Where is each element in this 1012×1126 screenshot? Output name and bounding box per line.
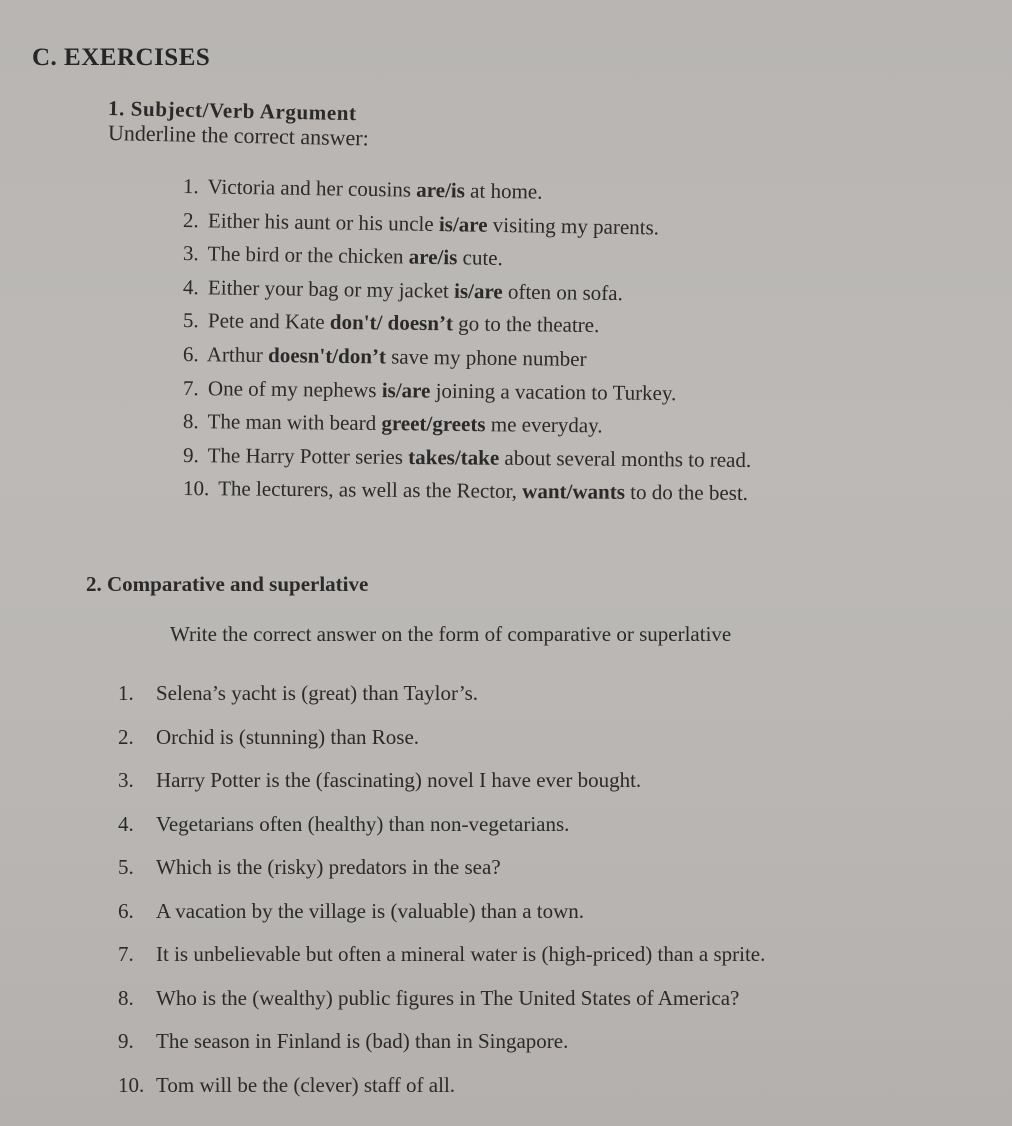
- item-number: 6.: [182, 341, 199, 367]
- item-text: Selena’s yacht is (great) than Taylor’s.: [156, 681, 478, 705]
- item-number: 8.: [182, 409, 199, 434]
- exercise1-list: [183, 170, 751, 506]
- item-number: 4.: [118, 811, 134, 836]
- exercise1-instruction: Underline the correct answer:: [107, 120, 370, 151]
- exercise1-item: [183, 439, 751, 478]
- exercise2-item: [118, 759, 765, 803]
- item-text-after: often on sofa.: [502, 279, 623, 305]
- item-text-before: One of my nephews: [207, 375, 382, 402]
- item-text-after: go to the theatre.: [452, 311, 600, 338]
- item-number: 6.: [118, 898, 134, 923]
- item-text-after: save my phone number: [385, 344, 587, 371]
- exercise2-item: [118, 846, 765, 890]
- item-number: 5.: [182, 308, 199, 333]
- item-text-before: Either his aunt or his uncle: [207, 207, 440, 236]
- item-text-after: joining a vacation to Turkey.: [430, 378, 677, 405]
- item-number: 8.: [118, 985, 134, 1010]
- item-text-before: Either your bag or my jacket: [207, 275, 455, 303]
- exercise2-item: [118, 803, 765, 847]
- item-text: Orchid is (stunning) than Rose.: [156, 724, 420, 749]
- item-text-before: Pete and Kate: [207, 308, 331, 335]
- item-choice[interactable]: want/wants: [522, 479, 626, 505]
- item-number: 7.: [182, 375, 199, 400]
- item-number: 3.: [182, 241, 199, 266]
- item-number: 9.: [182, 442, 199, 467]
- exercise2-item: [118, 1064, 765, 1108]
- item-text: Harry Potter is the (fascinating) novel I have ever bought.: [156, 768, 642, 792]
- item-number: 2.: [182, 207, 199, 232]
- exercise2-item: [118, 716, 765, 760]
- exercise2-item: [118, 933, 765, 977]
- item-text: Tom will be the (clever) staff of all.: [156, 1072, 456, 1097]
- exercise1-title: 1. Subject/Verb Argument: [107, 96, 357, 126]
- section-heading: C. EXERCISES: [32, 44, 211, 71]
- item-text-before: Arthur: [206, 342, 269, 368]
- item-text-after: me everyday.: [485, 412, 603, 438]
- item-choice[interactable]: is/are: [438, 211, 488, 237]
- item-text-after: at home.: [464, 178, 543, 204]
- item-text: Which is the (risky) predators in the sea?: [156, 855, 501, 879]
- item-text-before: Victoria and her cousins: [207, 174, 417, 202]
- item-number: 9.: [118, 1029, 134, 1053]
- item-number: 3.: [118, 768, 134, 792]
- item-number: 7.: [118, 942, 134, 966]
- item-choice[interactable]: greet/greets: [381, 411, 486, 437]
- item-number: 10.: [118, 1072, 145, 1097]
- item-text-before: The bird or the chicken: [207, 241, 409, 269]
- item-choice[interactable]: is/are: [453, 278, 503, 304]
- exercise2-item: [118, 672, 765, 716]
- item-choice[interactable]: are/is: [408, 244, 458, 270]
- exercise2-item: [118, 890, 765, 934]
- item-text-before: The lecturers, as well as the Rector,: [218, 476, 523, 504]
- item-text: The season in Finland is (bad) than in Singapore.: [156, 1029, 569, 1053]
- item-text-after: cute.: [457, 245, 504, 271]
- item-text: A vacation by the village is (valuable) than a town.: [156, 898, 585, 923]
- item-text: Who is the (wealthy) public figures in The United States of America?: [156, 985, 740, 1010]
- exercise2-instruction: Write the correct answer on the form of comparative or superlative: [170, 622, 732, 646]
- item-text: Vegetarians often (healthy) than non-vegetarians.: [156, 811, 570, 836]
- exercise2-list: [118, 672, 765, 1107]
- item-choice[interactable]: doesn't/don’t: [267, 343, 387, 369]
- item-choice[interactable]: takes/take: [408, 444, 500, 470]
- item-choice[interactable]: is/are: [381, 377, 431, 403]
- exercise2-item: [118, 1020, 765, 1064]
- item-number: 1.: [118, 681, 134, 705]
- item-number: 4.: [182, 274, 199, 300]
- item-choice[interactable]: are/is: [416, 177, 466, 203]
- exercise2-title: 2. Comparative and superlative: [86, 572, 369, 596]
- item-number: 10.: [182, 476, 210, 501]
- item-text-after: visiting my parents.: [487, 212, 660, 240]
- item-text-after: to do the best.: [624, 480, 749, 506]
- item-number: 2.: [118, 724, 134, 749]
- exercise2-item: [118, 977, 765, 1021]
- item-choice[interactable]: don't/ doesn’t: [329, 310, 454, 336]
- item-number: 5.: [118, 855, 134, 879]
- item-text: It is unbelievable but often a mineral water is (high-priced) than a sprite.: [156, 942, 766, 966]
- item-text-after: about several months to read.: [499, 445, 752, 472]
- exercise1-item: [183, 472, 751, 511]
- item-text-before: The Harry Potter series: [207, 442, 409, 469]
- item-number: 1.: [182, 174, 199, 199]
- item-text-before: The man with beard: [207, 409, 382, 436]
